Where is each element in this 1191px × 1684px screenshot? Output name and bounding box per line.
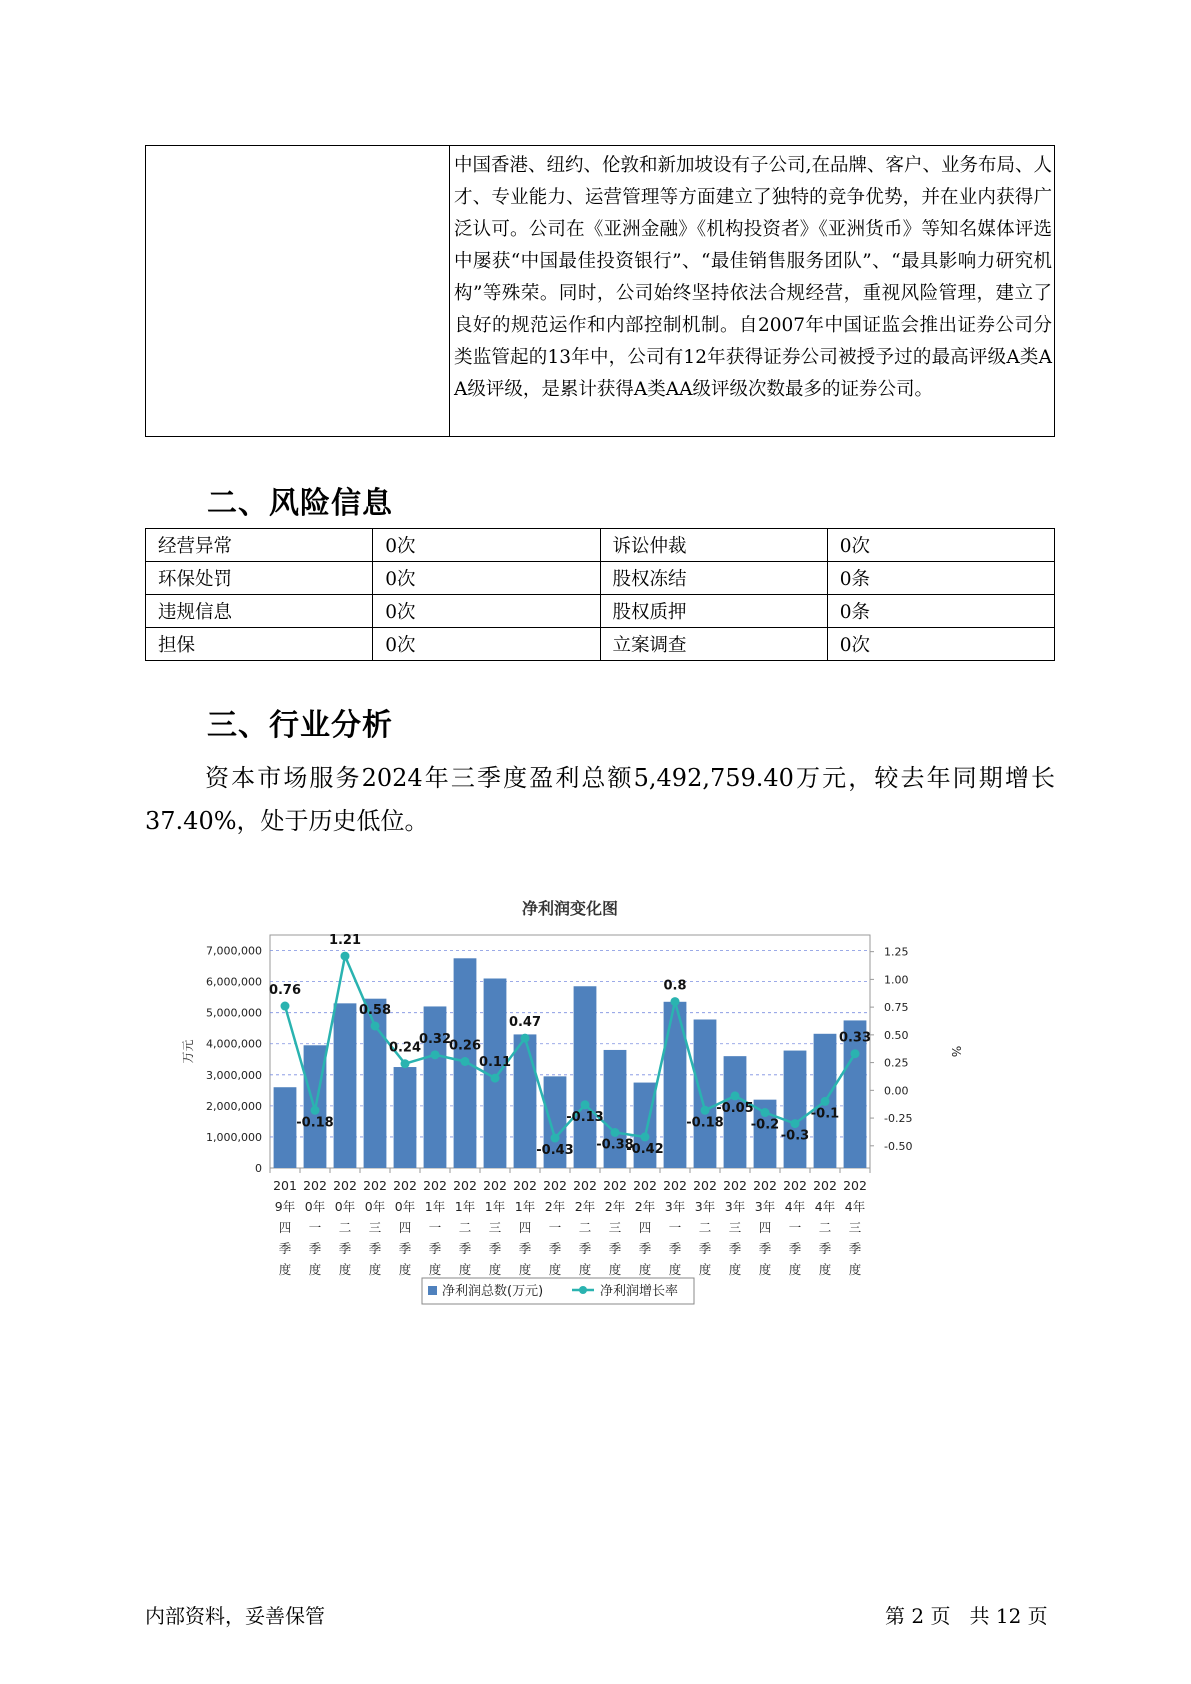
risk-label: 立案调查	[600, 628, 827, 661]
data-label: 0.76	[268, 983, 302, 999]
y2-tick-label: 0.25	[884, 1056, 909, 1070]
table-row	[146, 562, 1055, 595]
line-point	[671, 997, 680, 1006]
x-tick-label: 4年	[814, 1199, 836, 1214]
risk-label: 诉讼仲裁	[600, 529, 827, 562]
y-tick-label: 0	[255, 1162, 262, 1175]
table-row	[146, 628, 1055, 661]
x-tick-label: 4年	[784, 1199, 806, 1214]
x-tick-label: 四	[638, 1220, 652, 1235]
line-point	[341, 952, 350, 961]
x-tick-label: 3年	[664, 1199, 686, 1214]
x-tick-label: 2年	[544, 1199, 566, 1214]
risk-label: 股权冻结	[600, 562, 827, 595]
x-tick-label: 202	[813, 1178, 837, 1193]
x-tick-label: 2年	[634, 1199, 656, 1214]
x-tick-label: 季	[398, 1241, 412, 1256]
x-tick-label: 度	[788, 1262, 802, 1277]
x-tick-label: 1年	[424, 1199, 446, 1214]
x-tick-label: 度	[518, 1262, 532, 1277]
risk-label: 环保处罚	[146, 562, 373, 595]
bar	[694, 1020, 717, 1168]
x-tick-label: 季	[338, 1241, 352, 1256]
risk-value: 0次	[373, 595, 600, 628]
x-tick-label: 1年	[514, 1199, 536, 1214]
y2-tick-label: 1.00	[884, 973, 909, 987]
x-tick-label: 度	[548, 1262, 562, 1277]
x-tick-label: 季	[428, 1241, 442, 1256]
line-point	[701, 1106, 710, 1115]
x-tick-label: 四	[278, 1220, 292, 1235]
x-tick-label: 季	[848, 1241, 862, 1256]
x-tick-label: 季	[698, 1241, 712, 1256]
x-tick-label: 0年	[364, 1199, 386, 1214]
x-tick-label: 202	[423, 1178, 447, 1193]
bar	[274, 1087, 297, 1168]
x-tick-label: 202	[393, 1178, 417, 1193]
x-tick-label: 度	[848, 1262, 862, 1277]
bar	[424, 1006, 447, 1168]
x-tick-label: 度	[278, 1262, 292, 1277]
x-tick-label: 202	[723, 1178, 747, 1193]
x-tick-label: 度	[458, 1262, 472, 1277]
x-tick-label: 季	[668, 1241, 682, 1256]
risk-label: 股权质押	[600, 595, 827, 628]
x-tick-label: 度	[758, 1262, 772, 1277]
line-point	[761, 1108, 770, 1117]
data-label: 0.58	[358, 1002, 392, 1018]
risk-label: 经营异常	[146, 529, 373, 562]
data-label: -0.2	[750, 1117, 780, 1133]
table-row	[146, 595, 1055, 628]
x-tick-label: 季	[458, 1241, 472, 1256]
x-tick-label: 202	[633, 1178, 657, 1193]
intro-text-cell	[450, 146, 1055, 437]
y2-tick-label: 0.50	[884, 1028, 909, 1042]
x-tick-label: 季	[308, 1241, 322, 1256]
x-tick-label: 202	[513, 1178, 537, 1193]
data-label: 0.33	[838, 1030, 872, 1046]
line-point	[641, 1132, 650, 1141]
y-tick-label: 5,000,000	[206, 1006, 262, 1020]
x-tick-label: 季	[578, 1241, 592, 1256]
chart-svg	[170, 880, 970, 1320]
data-label: -0.43	[536, 1143, 574, 1159]
y-axis-label: 万元	[181, 1039, 195, 1064]
line-point	[851, 1049, 860, 1058]
x-tick-label: 四	[518, 1220, 532, 1235]
x-tick-label: 度	[668, 1262, 682, 1277]
x-tick-label: 202	[603, 1178, 627, 1193]
line-point	[521, 1034, 530, 1043]
y2-tick-label: 0.00	[884, 1084, 909, 1098]
x-tick-label: 度	[608, 1262, 622, 1277]
risk-value: 0条	[827, 595, 1054, 628]
line-point	[371, 1021, 380, 1030]
x-tick-label: 三	[488, 1220, 502, 1235]
line-point	[431, 1050, 440, 1059]
x-tick-label: 季	[368, 1241, 382, 1256]
x-tick-label: 度	[728, 1262, 742, 1277]
bar	[784, 1051, 807, 1168]
data-label: 0.47	[508, 1015, 542, 1031]
x-tick-label: 三	[728, 1220, 742, 1235]
x-tick-label: 202	[843, 1178, 867, 1193]
data-label: 0.11	[478, 1055, 512, 1071]
x-tick-label: 季	[638, 1241, 652, 1256]
y-tick-label: 1,000,000	[206, 1130, 262, 1144]
data-label: 1.21	[328, 933, 362, 949]
line-point	[401, 1059, 410, 1068]
x-tick-label: 度	[368, 1262, 382, 1277]
x-tick-label: 二	[458, 1220, 472, 1235]
risk-value: 0次	[373, 529, 600, 562]
x-tick-label: 一	[788, 1220, 802, 1235]
risk-value: 0次	[373, 628, 600, 661]
x-tick-label: 度	[698, 1262, 712, 1277]
x-tick-label: 季	[728, 1241, 742, 1256]
x-tick-label: 0年	[394, 1199, 416, 1214]
y2-tick-label: 1.25	[884, 945, 909, 959]
risk-value: 0次	[373, 562, 600, 595]
data-label: 0.32	[418, 1031, 452, 1047]
x-tick-label: 202	[753, 1178, 777, 1193]
x-tick-label: 度	[428, 1262, 442, 1277]
data-label: -0.3	[780, 1128, 810, 1144]
net-profit-chart	[170, 880, 970, 1320]
x-tick-label: 201	[273, 1178, 297, 1193]
x-tick-label: 度	[638, 1262, 652, 1277]
line-point	[461, 1057, 470, 1066]
bar	[514, 1034, 537, 1168]
footer-confidential: 内部资料，妥善保管	[145, 1604, 325, 1628]
risk-section-title: 二、风险信息	[207, 486, 393, 521]
x-tick-label: 度	[338, 1262, 352, 1277]
data-label: -0.05	[716, 1100, 754, 1116]
y2-tick-label: -0.25	[884, 1112, 913, 1126]
legend-line-marker	[579, 1286, 587, 1294]
y-tick-label: 2,000,000	[206, 1099, 262, 1113]
risk-info-table	[145, 528, 1055, 661]
line-point	[281, 1002, 290, 1011]
x-tick-label: 季	[818, 1241, 832, 1256]
x-tick-label: 一	[308, 1220, 322, 1235]
x-tick-label: 季	[488, 1241, 502, 1256]
x-tick-label: 三	[608, 1220, 622, 1235]
x-tick-label: 3年	[724, 1199, 746, 1214]
intro-text: 中国香港、纽约、伦敦和新加坡设有子公司,在品牌、客户、业务布局、人才、专业能力、运营管理等方面建立了独特的竞争优势，并在业内获得广泛认可。公司在《亚洲金融》《机构投资者》《亚洲货币》等知名媒体评选中屡获“中国最佳投资银行”、“最佳销售服务团队”、“最具影响力研究机构”等殊荣。同时，公司始终坚持依法合规经营，重视风险管理，建立了良好的规范运作和内部控制机制。自2007年中国证监会推出证券公司分类监管起的13年中，公司有12年获得证券公司被授予过的最高评级A类AA级评级，是累计获得A类AA级评级次数最多的证券公司。	[454, 155, 1052, 400]
x-tick-label: 季	[608, 1241, 622, 1256]
x-tick-label: 3年	[754, 1199, 776, 1214]
x-tick-label: 二	[698, 1220, 712, 1235]
x-tick-label: 二	[818, 1220, 832, 1235]
risk-value: 0次	[827, 529, 1054, 562]
x-tick-label: 1年	[454, 1199, 476, 1214]
y2-tick-label: -0.50	[884, 1139, 913, 1153]
line-point	[791, 1119, 800, 1128]
y-tick-label: 3,000,000	[206, 1068, 262, 1082]
line-point	[611, 1128, 620, 1137]
line-point	[731, 1091, 740, 1100]
risk-label: 担保	[146, 628, 373, 661]
industry-section-title: 三、行业分析	[207, 708, 393, 743]
risk-value: 0条	[827, 562, 1054, 595]
x-tick-label: 季	[278, 1241, 292, 1256]
legend-line-label: 净利润增长率	[600, 1284, 679, 1299]
industry-paragraph: 资本市场服务2024年三季度盈利总额5,492,759.40万元，较去年同期增长37.40%，处于历史低位。	[145, 764, 1055, 835]
y2-axis-label: %	[949, 1045, 963, 1058]
x-tick-label: 一	[428, 1220, 442, 1235]
line-point	[491, 1074, 500, 1083]
x-tick-label: 度	[308, 1262, 322, 1277]
y-tick-label: 4,000,000	[206, 1037, 262, 1051]
x-tick-label: 2年	[574, 1199, 596, 1214]
x-tick-label: 季	[788, 1241, 802, 1256]
data-label: -0.42	[626, 1141, 664, 1157]
x-tick-label: 季	[518, 1241, 532, 1256]
x-tick-label: 202	[303, 1178, 327, 1193]
x-tick-label: 度	[398, 1262, 412, 1277]
data-label: -0.38	[596, 1137, 634, 1153]
company-intro-table	[145, 145, 1055, 437]
bar	[574, 986, 597, 1168]
x-tick-label: 季	[758, 1241, 772, 1256]
x-tick-label: 202	[453, 1178, 477, 1193]
y-tick-label: 6,000,000	[206, 975, 262, 989]
x-tick-label: 202	[783, 1178, 807, 1193]
x-tick-label: 0年	[334, 1199, 356, 1214]
data-label: -0.18	[686, 1115, 724, 1131]
data-label: -0.18	[296, 1115, 334, 1131]
x-tick-label: 202	[573, 1178, 597, 1193]
x-tick-label: 202	[363, 1178, 387, 1193]
x-tick-label: 二	[338, 1220, 352, 1235]
footer-page-number: 第 2 页 共 12 页	[885, 1604, 1048, 1628]
data-label: 0.8	[663, 978, 687, 994]
line-point	[311, 1106, 320, 1115]
x-tick-label: 3年	[694, 1199, 716, 1214]
x-tick-label: 度	[488, 1262, 502, 1277]
x-tick-label: 2年	[604, 1199, 626, 1214]
x-tick-label: 三	[848, 1220, 862, 1235]
x-tick-label: 四	[398, 1220, 412, 1235]
x-tick-label: 9年	[274, 1199, 296, 1214]
x-tick-label: 四	[758, 1220, 772, 1235]
x-tick-label: 4年	[844, 1199, 866, 1214]
x-tick-label: 一	[548, 1220, 562, 1235]
line-point	[551, 1134, 560, 1143]
bar	[334, 1003, 357, 1168]
x-tick-label: 1年	[484, 1199, 506, 1214]
x-tick-label: 季	[548, 1241, 562, 1256]
y2-tick-label: 0.75	[884, 1001, 909, 1015]
x-tick-label: 202	[333, 1178, 357, 1193]
x-tick-label: 202	[543, 1178, 567, 1193]
line-point	[581, 1100, 590, 1109]
x-tick-label: 202	[483, 1178, 507, 1193]
data-label: -0.13	[566, 1109, 604, 1125]
legend-bar-swatch	[428, 1286, 437, 1295]
data-label: 0.26	[448, 1038, 482, 1054]
bar	[394, 1067, 417, 1168]
x-tick-label: 0年	[304, 1199, 326, 1214]
data-label: -0.1	[810, 1106, 840, 1122]
y-tick-label: 7,000,000	[206, 944, 262, 958]
x-tick-label: 度	[578, 1262, 592, 1277]
table-row	[146, 529, 1055, 562]
x-tick-label: 202	[663, 1178, 687, 1193]
x-tick-label: 度	[818, 1262, 832, 1277]
x-tick-label: 202	[693, 1178, 717, 1193]
legend-bar-label: 净利润总数(万元)	[442, 1284, 544, 1299]
risk-value: 0次	[827, 628, 1054, 661]
data-label: 0.24	[388, 1040, 422, 1056]
line-point	[821, 1097, 830, 1106]
x-tick-label: 二	[578, 1220, 592, 1235]
x-tick-label: 一	[668, 1220, 682, 1235]
risk-label: 违规信息	[146, 595, 373, 628]
x-tick-label: 三	[368, 1220, 382, 1235]
intro-empty-cell	[146, 146, 450, 437]
chart-title: 净利润变化图	[521, 899, 619, 918]
